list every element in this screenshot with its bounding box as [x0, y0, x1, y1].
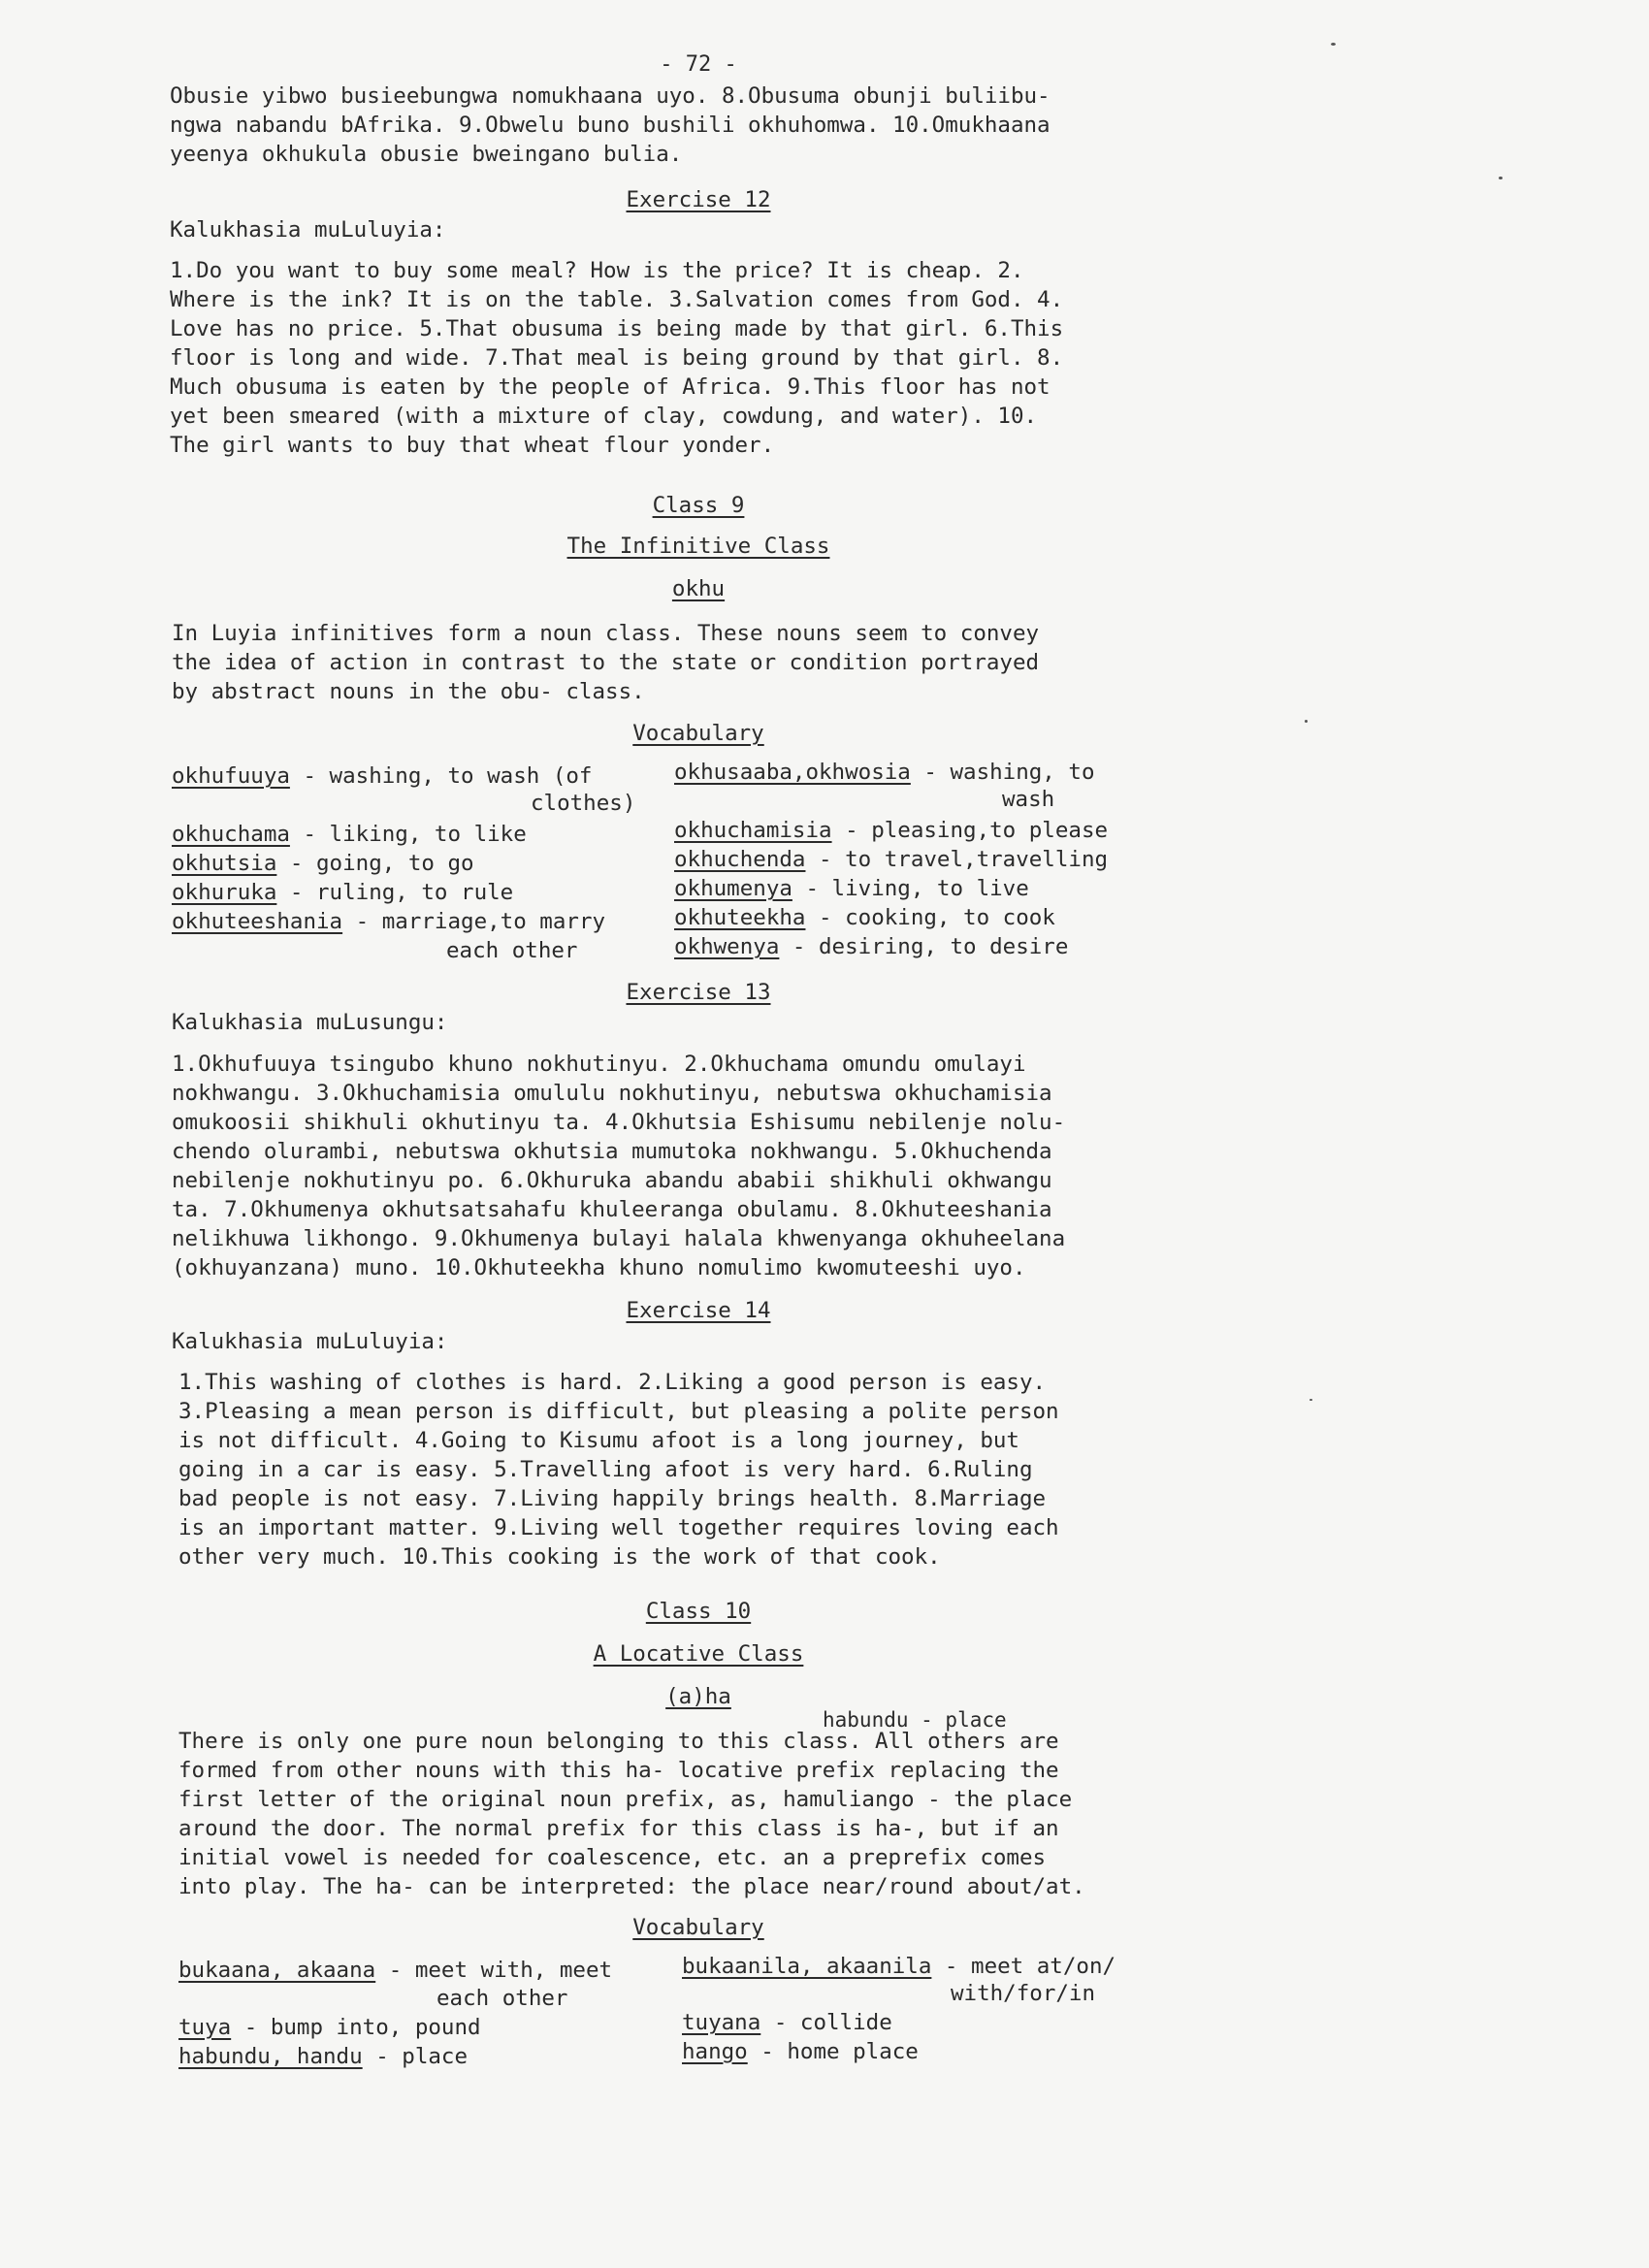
- class-9-vocabulary-heading: Vocabulary: [632, 721, 764, 746]
- vocab-word: okhwenya: [674, 934, 780, 959]
- vocab-gloss: - to travel,travelling: [805, 847, 1109, 872]
- exercise-14-line: is an important matter. 9.Living well together requires loving each: [178, 1515, 1059, 1540]
- exercise-12-line: 1.Do you want to buy some meal? How is the price? It is cheap. 2.: [170, 258, 1024, 283]
- exercise-14-line: 1.This washing of clothes is hard. 2.Liking a good person is easy.: [178, 1370, 1047, 1395]
- exercise-13-line: chendo olurambi, nebutswa okhutsia mumutoka nokhwangu. 5.Okhuchenda: [172, 1139, 1052, 1164]
- vocab-gloss-continued: clothes): [531, 791, 636, 816]
- vocab-word: habundu, handu: [178, 2044, 363, 2069]
- vocab-gloss: - meet with, meet: [375, 1958, 613, 1983]
- class-10-heading: Class 10: [645, 1599, 752, 1624]
- exercise-12-line: yet been smeared (with a mixture of clay, cowdung, and water). 10.: [170, 404, 1038, 429]
- vocab-word: bukaanila, akaanila: [682, 1954, 932, 1979]
- vocab-entry: [172, 907, 605, 936]
- exercise-13-line: omukoosii shikhuli okhutinyu ta. 4.Okhutsia Eshisumu nebilenje nolu-: [172, 1110, 1066, 1135]
- class-9-paragraph-line: In Luyia infinitives form a noun class. These nouns seem to convey: [172, 621, 1040, 646]
- class-10-vocabulary-heading: Vocabulary: [632, 1915, 764, 1940]
- scan-speck: [1331, 43, 1336, 46]
- vocab-word: okhufuuya: [172, 763, 290, 789]
- vocab-gloss: - place: [362, 2044, 469, 2069]
- scan-speck: [1305, 720, 1308, 723]
- vocab-gloss: - cooking, to cook: [805, 905, 1055, 930]
- vocab-word: okhuchama: [172, 822, 290, 847]
- vocab-gloss: - desiring, to desire: [779, 934, 1069, 959]
- intro-line: yeenya okhukula obusie bweingano bulia.: [170, 142, 683, 167]
- intro-line: Obusie yibwo busieebungwa nomukhaana uyo. 8.Obusuma obunji buliibu-: [170, 83, 1051, 109]
- vocab-word: okhumenya: [674, 876, 792, 901]
- exercise-12-line: Much obusuma is eaten by the people of Africa. 9.This floor has not: [170, 374, 1051, 400]
- exercise-14-instruction: Kalukhasia muLuluyia:: [172, 1329, 448, 1354]
- vocab-gloss-continued: each other: [446, 938, 578, 963]
- class-10-paragraph-line: formed from other nouns with this ha- locative prefix replacing the: [178, 1758, 1059, 1783]
- vocab-gloss-continued: wash: [1002, 787, 1055, 812]
- class-9-prefix: okhu: [671, 576, 726, 601]
- vocab-gloss: - meet at/on/: [931, 1954, 1116, 1979]
- exercise-14-line: 3.Pleasing a mean person is difficult, but pleasing a polite person: [178, 1399, 1059, 1424]
- vocab-gloss-continued: each other: [436, 1986, 568, 2011]
- vocab-gloss: - washing, to: [910, 760, 1095, 785]
- page-number: - 72 -: [660, 52, 737, 77]
- vocab-gloss: - collide: [760, 2010, 892, 2035]
- vocab-word: okhuchamisia: [674, 818, 832, 843]
- vocab-entry: [682, 1952, 1116, 1981]
- vocab-gloss: - ruling, to rule: [276, 880, 514, 905]
- vocab-word: okhuruka: [172, 880, 277, 905]
- vocab-entry: [674, 758, 1095, 787]
- exercise-13-instruction: Kalukhasia muLusungu:: [172, 1010, 448, 1035]
- handwritten-insertion: habundu - place: [823, 1708, 1007, 1732]
- vocab-entry: [178, 2013, 481, 2042]
- vocab-word: tuyana: [682, 2010, 761, 2035]
- exercise-14-line: is not difficult. 4.Going to Kisumu afoot is a long journey, but: [178, 1428, 1019, 1453]
- exercise-13-line: 1.Okhufuuya tsingubo khuno nokhutinyu. 2.Okhuchama omundu omulayi: [172, 1052, 1026, 1077]
- class-10-paragraph-line: first letter of the original noun prefix, as, hamuliango - the place: [178, 1787, 1073, 1812]
- exercise-12-line: floor is long and wide. 7.That meal is being ground by that girl. 8.: [170, 345, 1064, 371]
- class-9-paragraph-line: by abstract nouns in the obu- class.: [172, 679, 645, 704]
- vocab-entry: [674, 845, 1108, 874]
- scan-speck: [1499, 177, 1503, 179]
- vocab-entry: [682, 2008, 892, 2037]
- exercise-14-line: other very much. 10.This cooking is the work of that cook.: [178, 1544, 941, 1570]
- exercise-12-line: Where is the ink? It is on the table. 3.Salvation comes from God. 4.: [170, 287, 1064, 312]
- vocab-entry: [172, 878, 513, 907]
- class-10-prefix: (a)ha: [665, 1684, 731, 1709]
- vocab-entry: [178, 2042, 468, 2071]
- exercise-12-instruction: Kalukhasia muLuluyia:: [170, 217, 446, 243]
- exercise-13-line: (okhuyanzana) muno. 10.Okhuteekha khuno nomulimo kwomuteeshi uyo.: [172, 1255, 1026, 1280]
- vocab-gloss: - going, to go: [276, 851, 474, 876]
- exercise-13-line: nebilenje nokhutinyu po. 6.Okhuruka abandu ababii shikhuli okhwangu: [172, 1168, 1052, 1193]
- exercise-13-line: nelikhuwa likhongo. 9.Okhumenya bulayi halala khwenyanga okhuheelana: [172, 1226, 1066, 1251]
- vocab-gloss: - home place: [747, 2039, 919, 2064]
- class-10-paragraph-line: initial vowel is needed for coalescence, etc. an a preprefix comes: [178, 1845, 1047, 1870]
- exercise-12-line: Love has no price. 5.That obusuma is being made by that girl. 6.This: [170, 316, 1064, 341]
- vocab-word: okhutsia: [172, 851, 277, 876]
- exercise-14-line: bad people is not easy. 7.Living happily brings health. 8.Marriage: [178, 1486, 1047, 1511]
- vocab-gloss: - bump into, pound: [231, 2015, 481, 2040]
- class-10-paragraph-line: into play. The ha- can be interpreted: the place near/round about/at.: [178, 1874, 1085, 1899]
- vocab-entry: [172, 820, 527, 849]
- vocab-gloss: - liking, to like: [289, 822, 527, 847]
- intro-line: ngwa nabandu bAfrika. 9.Obwelu buno bushili okhuhomwa. 10.Omukhaana: [170, 113, 1051, 138]
- vocab-entry: [172, 761, 592, 791]
- vocab-word: bukaana, akaana: [178, 1958, 376, 1983]
- vocab-gloss: - living, to live: [792, 876, 1029, 901]
- vocab-gloss: - washing, to wash (of: [289, 763, 593, 789]
- vocab-word: okhuteekha: [674, 905, 806, 930]
- class-10-subheading: A Locative Class: [593, 1641, 804, 1667]
- vocab-word: okhuteeshania: [172, 909, 343, 934]
- vocab-entry: [682, 2037, 919, 2066]
- vocab-entry: [674, 932, 1068, 961]
- class-9-subheading: The Infinitive Class: [566, 534, 830, 559]
- vocab-entry: [178, 1956, 612, 1985]
- class-9-paragraph-line: the idea of action in contrast to the state or condition portrayed: [172, 650, 1040, 675]
- vocab-entry: [674, 816, 1108, 845]
- vocab-gloss: - marriage,to marry: [342, 909, 606, 934]
- exercise-12-line: The girl wants to buy that wheat flour yonder.: [170, 433, 775, 458]
- exercise-13-line: nokhwangu. 3.Okhuchamisia omululu nokhutinyu, nebutswa okhuchamisia: [172, 1081, 1052, 1106]
- vocab-entry: [674, 903, 1055, 932]
- class-9-heading: Class 9: [652, 493, 745, 518]
- exercise-13-heading: Exercise 13: [626, 980, 771, 1005]
- vocab-gloss: - pleasing,to please: [831, 818, 1109, 843]
- vocab-gloss-continued: with/for/in: [951, 1981, 1096, 2006]
- vocab-word: hango: [682, 2039, 748, 2064]
- vocab-entry: [674, 874, 1029, 903]
- exercise-13-line: ta. 7.Okhumenya okhutsatsahafu khuleeranga obulamu. 8.Okhuteeshania: [172, 1197, 1052, 1222]
- class-10-paragraph-line: There is only one pure noun belonging to this class. All others are: [178, 1729, 1059, 1754]
- vocab-entry: [172, 849, 474, 878]
- vocab-word: okhuchenda: [674, 847, 806, 872]
- vocab-word: okhusaaba,okhwosia: [674, 760, 911, 785]
- class-10-paragraph-line: around the door. The normal prefix for this class is ha-, but if an: [178, 1816, 1059, 1841]
- scan-speck: [1310, 1399, 1312, 1401]
- vocab-word: tuya: [178, 2015, 232, 2040]
- exercise-14-heading: Exercise 14: [626, 1298, 771, 1323]
- exercise-12-heading: Exercise 12: [626, 187, 771, 212]
- exercise-14-line: going in a car is easy. 5.Travelling afoot is very hard. 6.Ruling: [178, 1457, 1033, 1482]
